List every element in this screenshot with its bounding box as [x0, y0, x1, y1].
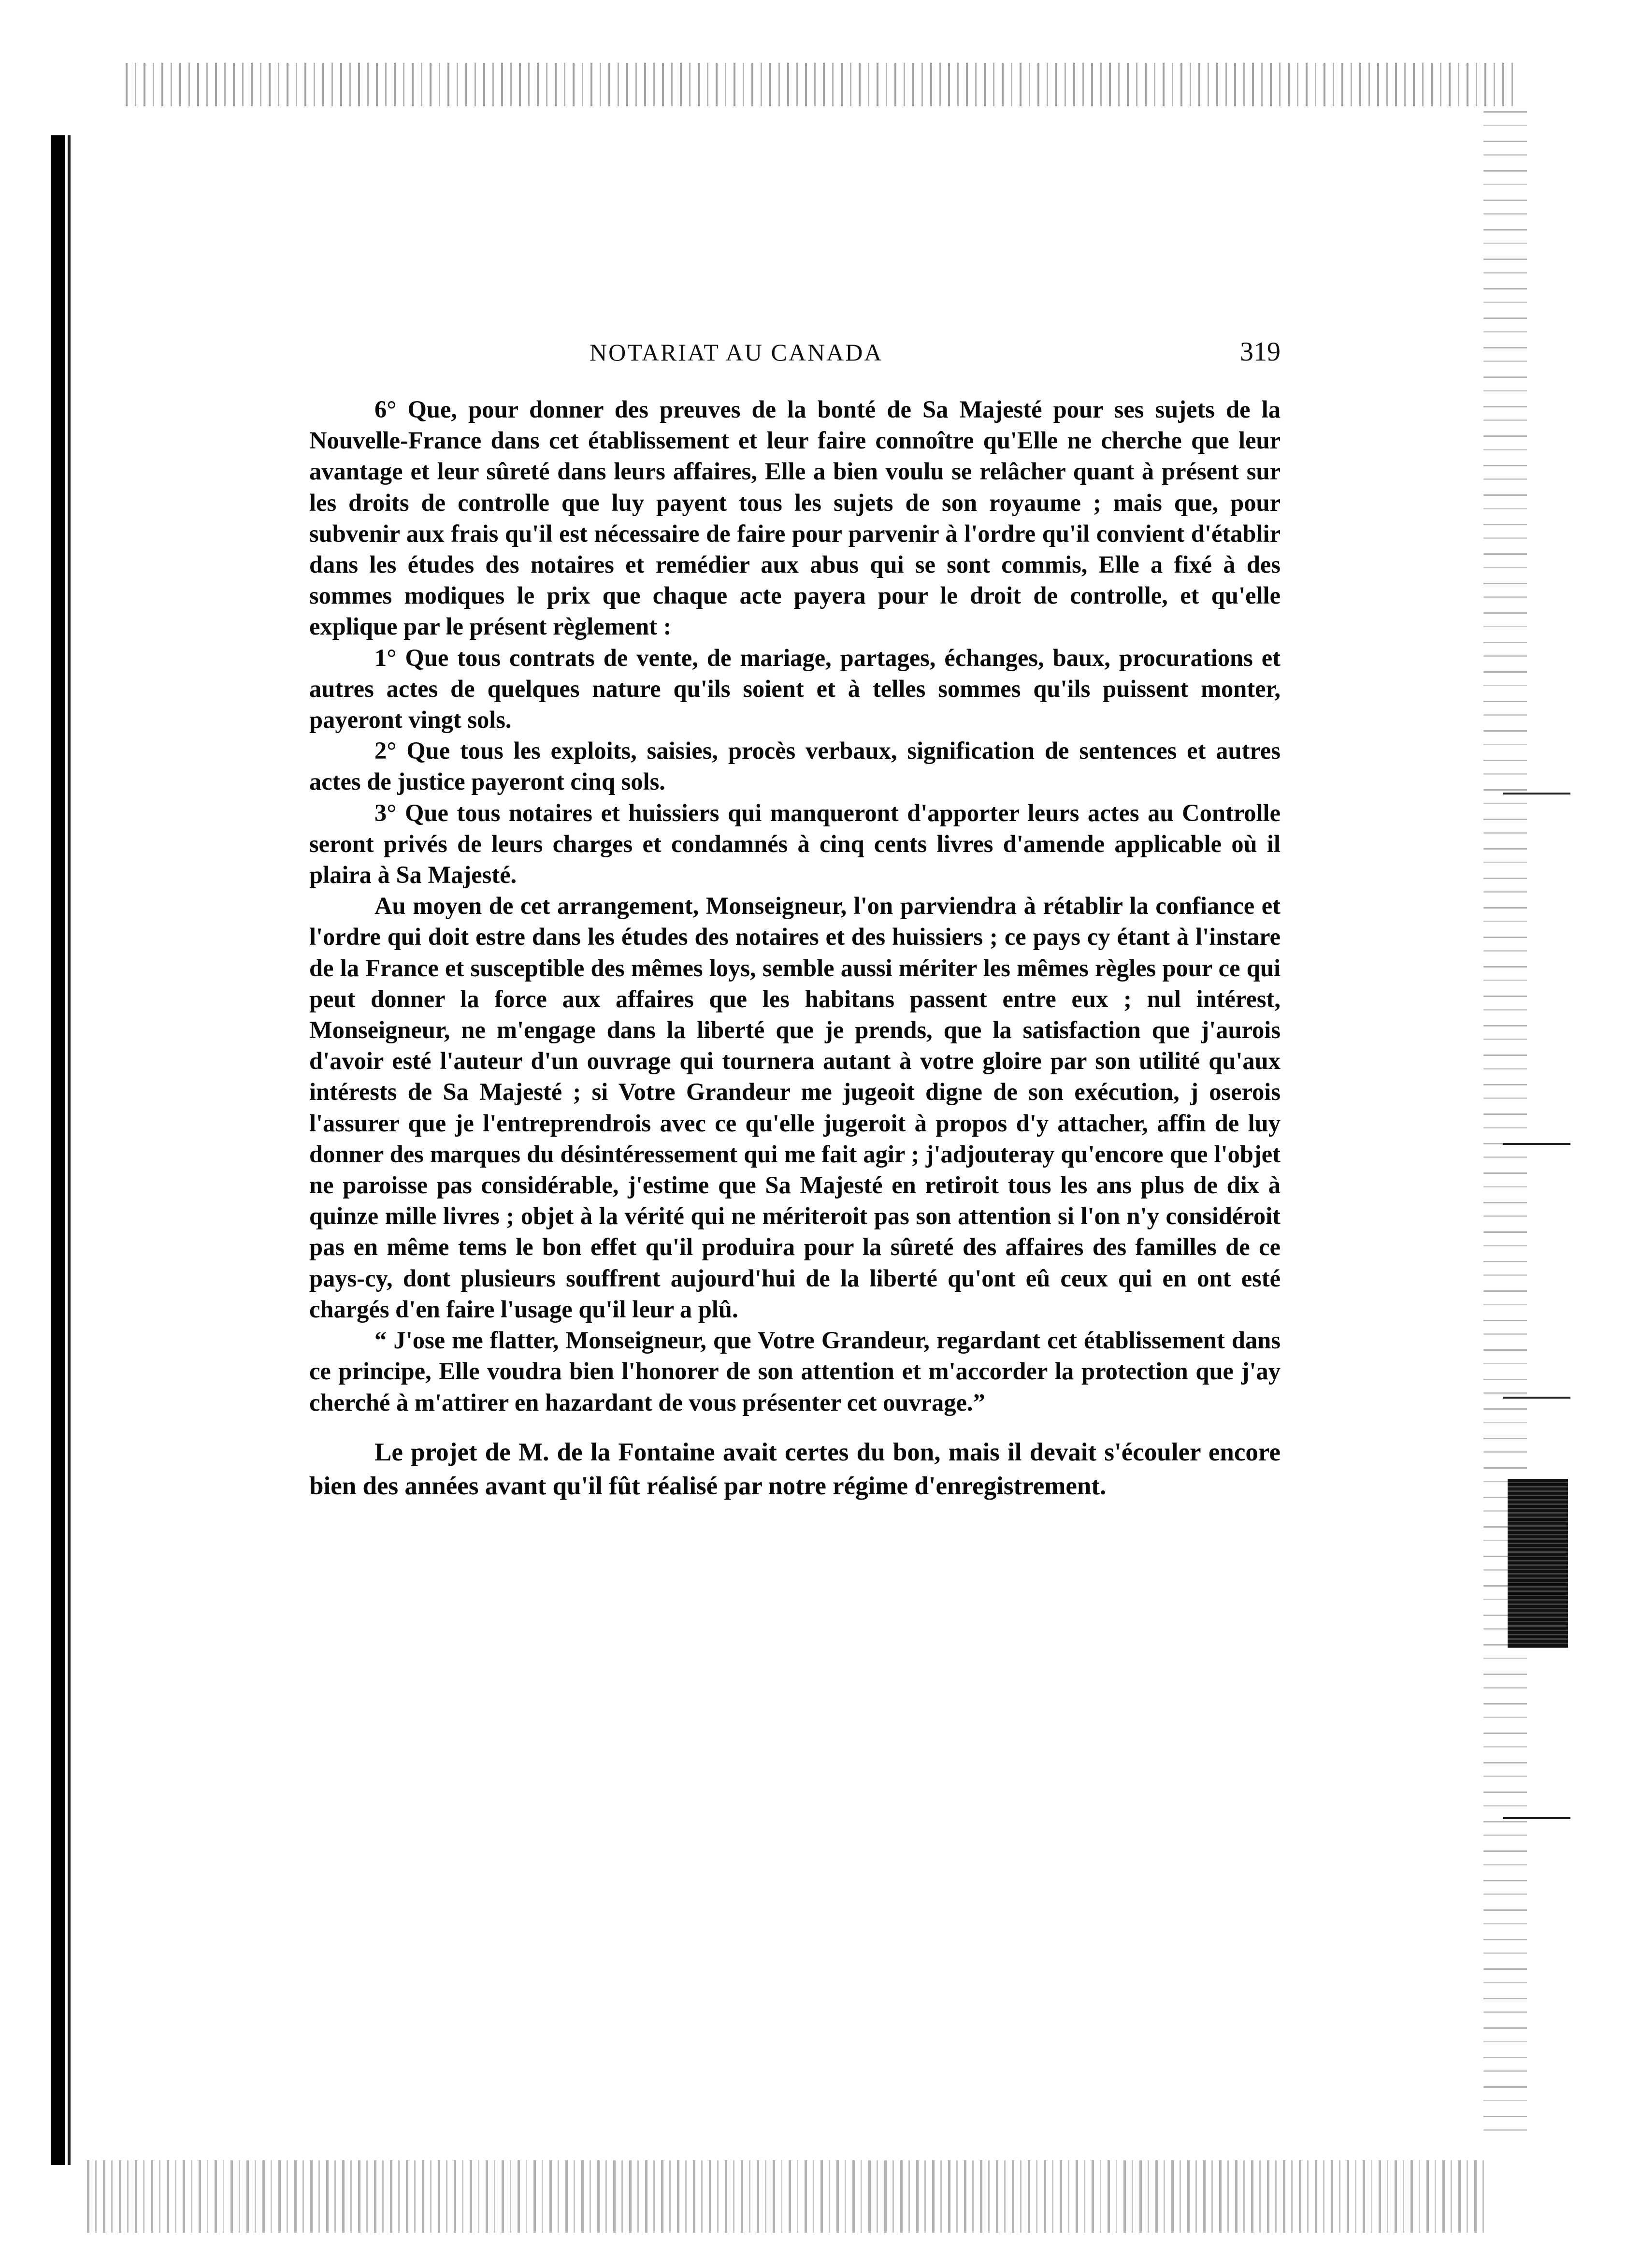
binding-shadow-edge: [68, 135, 71, 2165]
paragraph-quotation-end: “ J'ose me flatter, Monseigneur, que Votre Grandeur, regardant cet établissement dans ce principe, Elle voudra bien l'honorer de son attention et m'accorder la protection que j'ay cherché à m'attirer en hazardant de vous présenter cet ouvrage.”: [309, 1327, 1281, 1416]
page-edge-right: [1483, 111, 1527, 2141]
scan-shadow-block: [1508, 1479, 1568, 1648]
page-edge-top: [126, 63, 1517, 106]
running-title: NOTARIAT AU CANADA: [590, 339, 883, 366]
page-edge-bottom: [87, 2160, 1488, 2233]
paragraph-closing: Le projet de M. de la Fontaine avait certes du bon, mais il devait s'écouler encore bien des années avant qu'il fût réalisé par notre régime d'enregistrement.: [309, 1438, 1281, 1500]
scan-mark: [1503, 793, 1570, 795]
paragraph-item-3: 3° Que tous notaires et huissiers qui manqueront d'apporter leurs actes au Controlle seront privés de leurs charges et condamnés à cinq cents livres d'amende applicable où il plaira à Sa Majesté.: [309, 799, 1281, 889]
page-body: [309, 394, 1281, 1503]
scan-mark: [1503, 1397, 1570, 1399]
paragraph-item-1: 1° Que tous contrats de vente, de mariage, partages, échanges, baux, procurations et autres actes de quelques nature qu'ils soient et à telles sommes qu'ils puissent monter, payeront vingt sols.: [309, 644, 1281, 734]
paragraph-item-2: 2° Que tous les exploits, saisies, procès verbaux, signification de sentences et autres actes de justice payeront cinq sols.: [309, 737, 1281, 795]
binding-shadow: [51, 135, 65, 2165]
paragraph-article-6: 6° Que, pour donner des preuves de la bonté de Sa Majesté pour ses sujets de la Nouvelle-France dans cet établissement et leur faire connoître qu'Elle ne cherche que leur avantage et leur sûreté dans leurs affaires, Elle a bien voulu se relâcher quant à présent sur les droits de controlle que luy payent tous les sujets de son royaume ; mais que, pour subvenir aux frais qu'il est nécessaire de faire pour parvenir à l'ordre qu'il convient d'établir dans les études des notaires et remédier aux abus qui se sont commis, Elle a fixé à des sommes modiques le prix que chaque acte payera pour le droit de controlle, et qu'elle explique par le présent règlement :: [309, 396, 1281, 640]
scan-mark: [1503, 1817, 1570, 1819]
scan-mark: [1503, 1143, 1570, 1145]
paragraph-arrangement: Au moyen de cet arrangement, Monseigneur, l'on parviendra à rétablir la confiance et l'ordre qui doit estre dans les études des notaires et des huissiers ; ce pays cy étant à l'instare de la France et susceptible des mêmes loys, semble aussi mériter les mêmes règles pour ce qui peut donner la force aux affaires que les habitans passent entre eux ; nul intérest, Monseigneur, ne m'engage dans la liberté que je prends, que la satisfaction que j'aurois d'avoir esté l'auteur d'un ouvrage qui tournera autant à votre gloire par son utilité qu'aux intérests de Sa Majesté ; si Votre Grandeur me jugeoit digne de son exécution, j oserois l'assurer que je l'entreprendrois avec ce qu'elle jugeroit à propos d'y attacher, affin de luy donner des marques du désintéressement qui me fait agir ; j'adjouteray qu'encore que l'objet ne paroisse pas considérable, j'estime que Sa Majesté en retiroit tous les ans plus de dix à quinze mille livres ; objet à la vérité qui ne mériteroit pas son attention si l'on n'y considéroit pas en même tems le bon effet qu'il produira pour la sûreté des affaires des familles de ce pays-cy, dont plusieurs souffrent aujourd'hui de la liberté qu'ont eû ceux qui en ont esté chargés d'en faire l'usage qu'il leur a plû.: [309, 892, 1281, 1323]
page-number: 319: [1240, 337, 1281, 367]
running-head: [309, 338, 1281, 377]
